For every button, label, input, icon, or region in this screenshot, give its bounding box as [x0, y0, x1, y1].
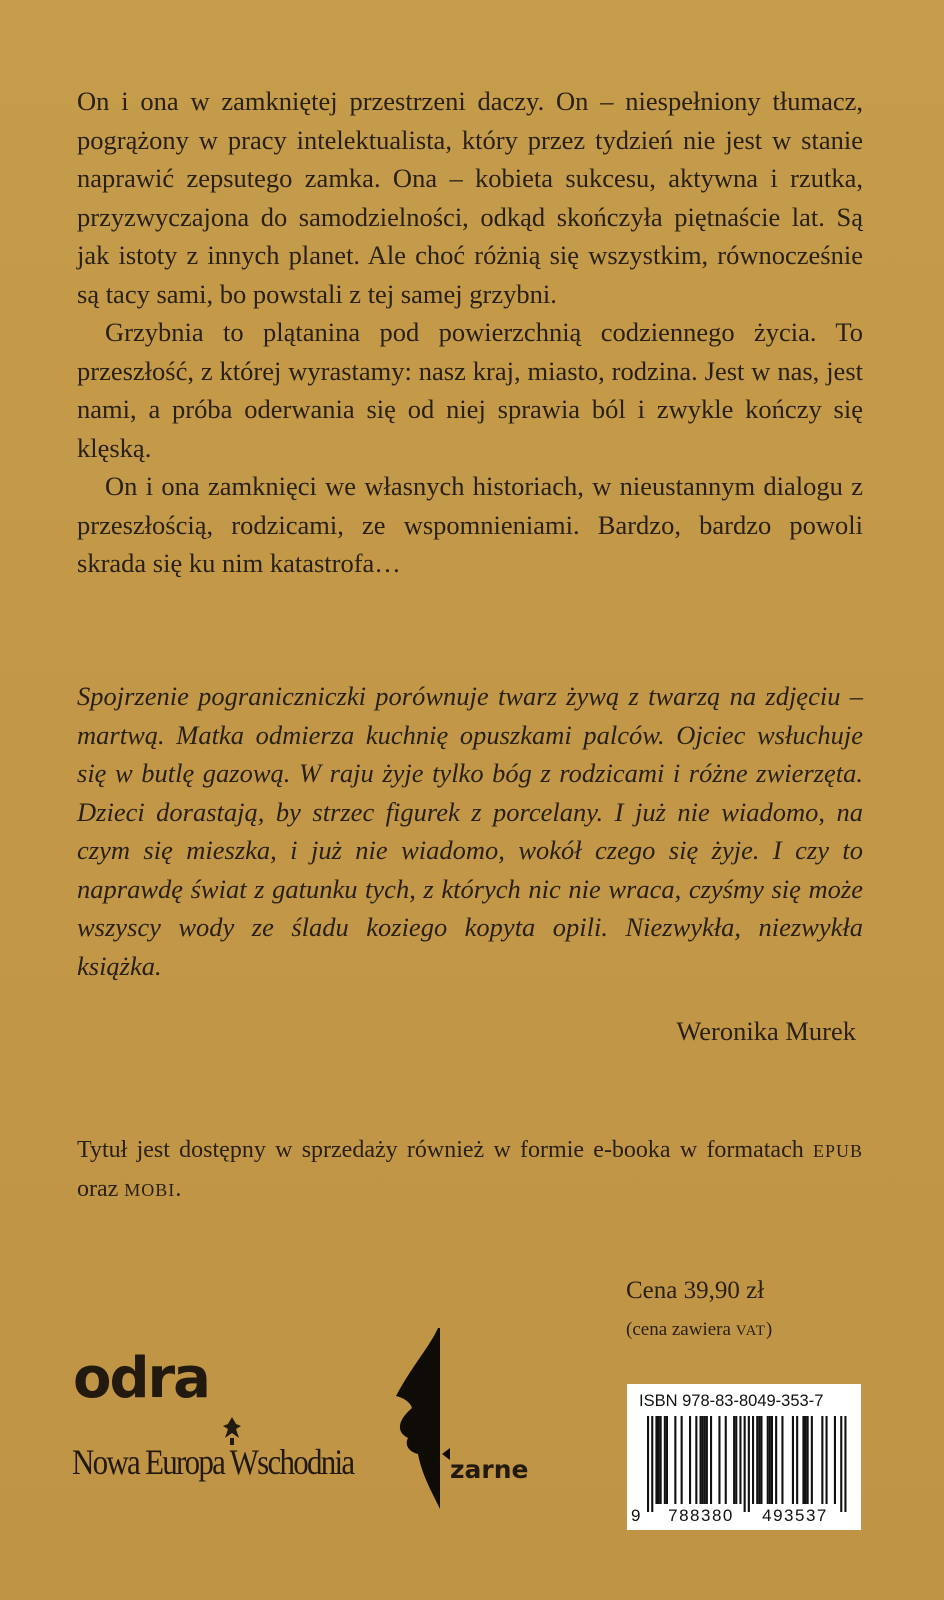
barcode-bar [748, 1416, 750, 1512]
barcode-bar [700, 1416, 702, 1504]
barcode-digit-first: 9 [631, 1506, 641, 1525]
isbn-number: ISBN 978-83-8049-353-7 [639, 1392, 824, 1410]
barcode-bar [781, 1416, 783, 1504]
barcode-bar [771, 1416, 773, 1504]
czarne-logo: zarne [450, 1455, 529, 1484]
ebook-note-end: . [175, 1176, 182, 1202]
barcode-bar [802, 1416, 804, 1504]
price-vat-note [626, 1319, 772, 1341]
barcode-bars [627, 1384, 861, 1530]
barcode-bar [674, 1416, 676, 1504]
barcode-bar [735, 1416, 737, 1504]
barcode-bar [660, 1416, 662, 1504]
barcode-bar [760, 1416, 762, 1504]
barcode-bar [647, 1416, 649, 1512]
barcode-bar [834, 1416, 836, 1504]
barcode-bar [796, 1416, 798, 1504]
ebook-format-epub: EPUB [812, 1141, 863, 1161]
barcode-bar [811, 1416, 813, 1504]
barcode-bar [752, 1416, 754, 1504]
price-note-lead: (cena zawiera [626, 1319, 731, 1340]
barcode-bar [664, 1416, 666, 1504]
blurb-text [77, 82, 863, 583]
price-label: Cena 39,90 zł [626, 1277, 765, 1304]
ebook-note-conj: oraz [77, 1176, 119, 1202]
barcode-bar [821, 1416, 823, 1504]
barcode-bar [718, 1416, 720, 1504]
barcode-bar [775, 1416, 777, 1504]
barcode-bar [758, 1416, 760, 1504]
price-note-vat: VAT [735, 1323, 766, 1339]
barcode-bar [655, 1416, 657, 1504]
barcode-bar [666, 1416, 668, 1504]
barcode-bar [844, 1416, 846, 1512]
ebook-format-mobi: MOBI [124, 1180, 176, 1200]
barcode-group-left: 788380 [668, 1506, 734, 1525]
ebook-note [77, 1131, 863, 1209]
barcode-bar [681, 1416, 683, 1504]
barcode-bar [792, 1416, 794, 1504]
barcode-bar [658, 1416, 660, 1504]
barcode-bar [840, 1416, 842, 1512]
barcode-bar [769, 1416, 771, 1504]
barcode-bar [805, 1416, 807, 1504]
barcode-bar [689, 1416, 691, 1504]
barcode-group-right: 493537 [762, 1506, 828, 1525]
barcode-bar [706, 1416, 708, 1504]
barcode-bar [826, 1416, 828, 1504]
endorsement-author: Weronika Murek [676, 1016, 856, 1046]
price-note-end: ) [765, 1319, 773, 1340]
blurb-paragraph-2: Grzybnia to plątanina pod powierzchnią codziennego życia. To przeszłość, z której wyrastamy: nasz kraj, miasto, rodzina. Jest w nas, jest nami, a próba oderwania się od niej sprawia ból i zwykle kończy się klęską. [77, 317, 863, 463]
isbn-barcode [627, 1384, 861, 1530]
barcode-bar [710, 1416, 712, 1504]
barcode-bar [651, 1416, 653, 1512]
blurb-paragraph-1: On i ona w zamkniętej przestrzeni daczy. On – niespełniony tłumacz, pogrążony w pracy intelektualista, który przez tydzień nie jest w stanie naprawić zepsutego zamka. Ona – kobieta sukcesu, aktywna i rzutka, przyzwyczajona do samodzielności, odkąd skończyła piętnaście lat. Są jak istoty z innych planet. Ale choć różnią się wszystkim, równocześnie są tacy sami, bo powstali z tej samej grzybni. [77, 86, 863, 309]
barcode-bar [744, 1416, 746, 1512]
endorsement-quote: Spojrzenie pograniczniczki porównuje twarz żywą z twarzą na zdjęciu – martwą. Matka odmierza kuchnię opuszkami palców. Ojciec wsłuchuje się w butlę gazową. W raju żyje tylko bóg z rodzicami i różne zwierzęta. Dzieci dorastają, by strzec figurek z porcelany. I już nie wiadomo, na czym się mieszka, i już nie wiadomo, wokół czego się żyje. I czy to naprawdę świat z gatunku tych, z których nic nie wraca, czyśmy się może wszyscy wody ze śladu koziego kopyta opili. Niezwykła, niezwykła książka. [77, 681, 863, 981]
nev-logo: Nowa Europa Wschodnia [72, 1442, 354, 1482]
barcode-bar [702, 1416, 704, 1504]
barcode-bar [807, 1416, 809, 1504]
barcode-bar [733, 1416, 735, 1504]
barcode-bar [704, 1416, 706, 1504]
barcode-bar [725, 1416, 727, 1504]
ebook-note-lead: Tytuł jest dostępny w sprzedaży również w formie e-booka w formatach [77, 1137, 804, 1163]
odra-logo: odra [73, 1346, 209, 1411]
barcode-bar [767, 1416, 769, 1504]
barcode-bar [739, 1416, 741, 1504]
barcode-bar [695, 1416, 697, 1504]
barcode-bar [756, 1416, 758, 1504]
blurb-paragraph-3: On i ona zamknięci we własnych historiach, w nieustannym dialogu z przeszłością, rodzicami, ze wspomnieniami. Bardzo, bardzo powoli skrada się ku nim katastrofa… [77, 471, 863, 578]
